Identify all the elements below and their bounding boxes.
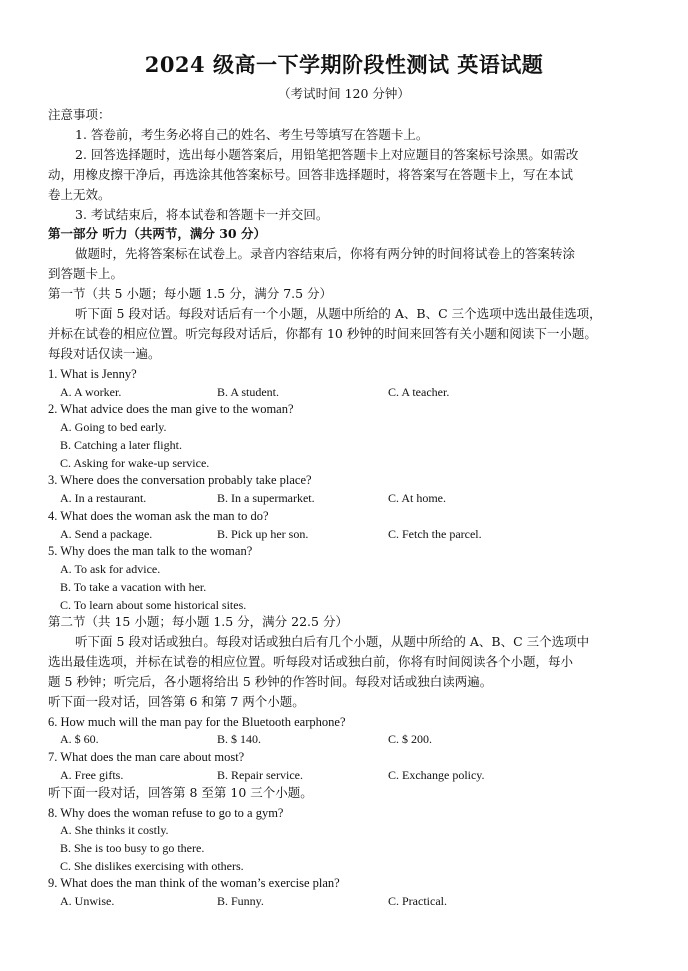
question-4-option-c: C. Fetch the parcel. [388, 527, 482, 541]
question-1-stem: 1. What is Jenny? [48, 367, 137, 381]
question-6-option-b: B. $ 140. [217, 732, 262, 746]
question-8-stem: 8. Why does the woman refuse to go to a gym? [48, 806, 284, 820]
section2-heading: 第二节（共 15 小题；每小题 1.5 分，满分 22.5 分） [48, 614, 348, 629]
question-9-option-c: C. Practical. [388, 894, 447, 908]
part1-intro-line-1: 做题时，先将答案标在试卷上。录音内容结束后，你将有两分钟的时间将试卷上的答案转涂 [75, 246, 576, 261]
question-8-option-b: B. She is too busy to go there. [60, 841, 205, 855]
question-5-option-a: A. To ask for advice. [60, 562, 161, 576]
question-6-option-c: C. $ 200. [388, 732, 433, 746]
question-5-stem: 5. Why does the man talk to the woman? [48, 544, 253, 558]
question-9-option-a: A. Unwise. [60, 894, 115, 908]
section2-intro-line-3: 题 5 秒钟；听完后，各小题将给出 5 秒钟的作答时间。每段对话或独白读两遍。 [48, 674, 493, 689]
section1-intro-line-2: 并标在试卷的相应位置。听完每段对话后，你都有 10 秒钟的时间来回答有关小题和阅读下一小题。 [48, 326, 597, 341]
notes-item-2-line-2: 动，用橡皮擦干净后，再选涂其他答案标号。回答非选择题时，将答案写在答题卡上，写在本试 [48, 167, 574, 182]
part1-heading: 第一部分 听力（共两节，满分 30 分） [48, 226, 266, 241]
question-8-option-c: C. She dislikes exercising with others. [60, 859, 244, 873]
part1-intro-line-2: 到答题卡上。 [48, 266, 124, 281]
exam-duration: （考试时间 120 分钟） [278, 86, 410, 101]
question-2-option-b: B. Catching a later flight. [60, 438, 182, 452]
section1-heading: 第一节（共 5 小题；每小题 1.5 分，满分 7.5 分） [48, 286, 333, 301]
section2-intro-line-2: 选出最佳选项，并标在试卷的相应位置。听每段对话或独白前，你将有时间阅读各个小题，每小 [48, 654, 574, 669]
dialog-8-10-instruction: 听下面一段对话，回答第 8 至第 10 三个小题。 [48, 785, 313, 800]
question-5-option-c: C. To learn about some historical sites. [60, 598, 247, 612]
question-2-option-c: C. Asking for wake-up service. [60, 456, 210, 470]
question-6-option-a: A. $ 60. [60, 732, 99, 746]
notes-item-2-line-1: 2. 回答选择题时，选出每小题答案后，用铅笔把答题卡上对应题目的答案标号涂黑。如需改 [75, 147, 579, 162]
question-1-option-a: A. A worker. [60, 385, 122, 399]
question-6-stem: 6. How much will the man pay for the Bluetooth earphone? [48, 715, 346, 729]
question-2-stem: 2. What advice does the man give to the woman? [48, 402, 294, 416]
question-7-stem: 7. What does the man care about most? [48, 750, 245, 764]
question-4-option-b: B. Pick up her son. [217, 527, 309, 541]
question-7-option-b: B. Repair service. [217, 768, 303, 782]
question-1-option-c: C. A teacher. [388, 385, 450, 399]
question-8-option-a: A. She thinks it costly. [60, 823, 169, 837]
question-2-option-a: A. Going to bed early. [60, 420, 167, 434]
section2-intro-line-1: 听下面 5 段对话或独白。每段对话或独白后有几个小题，从题中所给的 A、B、C 三个选项中 [75, 634, 590, 649]
notes-item-2-line-3: 卷上无效。 [48, 187, 111, 202]
question-3-option-b: B. In a supermarket. [217, 491, 315, 505]
section1-intro-line-1: 听下面 5 段对话。每段对话后有一个小题，从题中所给的 A、B、C 三个选项中选出最佳选项， [75, 306, 602, 321]
question-9-stem: 9. What does the man think of the woman’s exercise plan? [48, 876, 340, 890]
question-4-stem: 4. What does the woman ask the man to do? [48, 509, 269, 523]
question-1-option-b: B. A student. [217, 385, 280, 399]
notes-item-1: 1. 答卷前，考生务必将自己的姓名、考生号等填写在答题卡上。 [75, 127, 429, 142]
exam-title: 2024 级高一下学期阶段性测试 英语试题 [144, 52, 544, 77]
question-7-option-a: A. Free gifts. [60, 768, 124, 782]
question-7-option-c: C. Exchange policy. [388, 768, 485, 782]
question-3-stem: 3. Where does the conversation probably take place? [48, 473, 312, 487]
question-5-option-b: B. To take a vacation with her. [60, 580, 207, 594]
notes-item-3: 3. 考试结束后，将本试卷和答题卡一并交回。 [75, 207, 329, 222]
question-4-option-a: A. Send a package. [60, 527, 153, 541]
section1-intro-line-3: 每段对话仅读一遍。 [48, 346, 161, 361]
question-9-option-b: B. Funny. [217, 894, 264, 908]
notes-heading: 注意事项： [48, 107, 111, 122]
dialog-6-7-instruction: 听下面一段对话，回答第 6 和第 7 两个小题。 [48, 694, 305, 709]
question-3-option-a: A. In a restaurant. [60, 491, 147, 505]
question-3-option-c: C. At home. [388, 491, 447, 505]
